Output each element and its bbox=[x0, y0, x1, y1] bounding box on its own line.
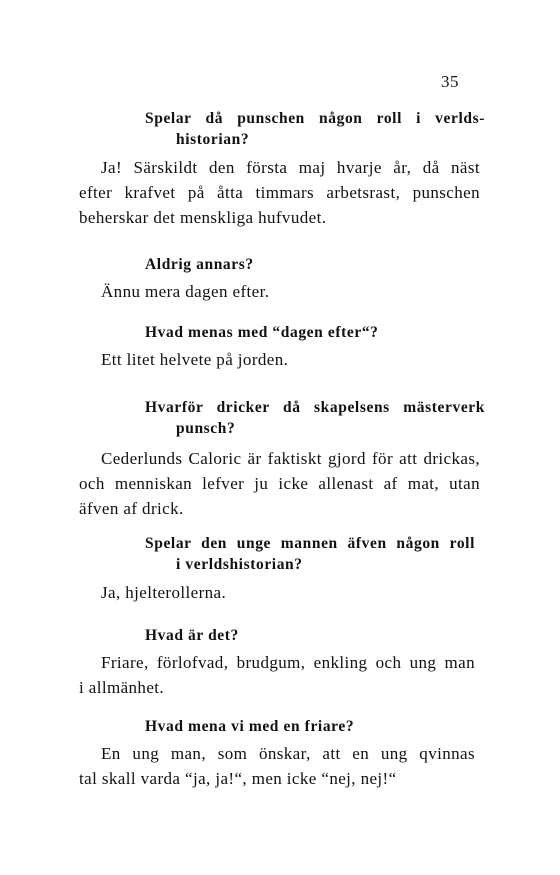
page-number: 35 bbox=[441, 72, 459, 91]
question-6-line-1: Hvad är det? bbox=[145, 627, 239, 644]
answer-7-line-1: En ung man, som önskar, att en ung qvinnas bbox=[101, 744, 475, 763]
answer-1-line-1: Ja! Särskildt den första maj hvarje år, då näst bbox=[101, 158, 480, 177]
question-1 bbox=[145, 108, 485, 150]
answer-1 bbox=[79, 155, 480, 230]
answer-3-line-1: Ett litet helvete på jorden. bbox=[101, 350, 289, 369]
answer-1-line-3: beherskar det menskliga hufvudet. bbox=[79, 208, 327, 227]
answer-2 bbox=[101, 279, 269, 304]
question-6 bbox=[145, 625, 239, 646]
question-7 bbox=[145, 716, 354, 737]
answer-6-line-1: Friare, förlofvad, brudgum, enkling och ung man bbox=[101, 653, 475, 672]
answer-3 bbox=[101, 347, 288, 372]
question-2-line-1: Aldrig annars? bbox=[145, 256, 254, 273]
question-1-line-2: historian? bbox=[176, 131, 250, 148]
answer-2-line-1: Ännu mera dagen efter. bbox=[101, 282, 270, 301]
answer-4 bbox=[79, 446, 480, 521]
question-1-line-1: Spelar då punschen någon roll i verlds- bbox=[145, 110, 485, 127]
question-2 bbox=[145, 254, 254, 275]
question-7-line-1: Hvad mena vi med en friare? bbox=[145, 718, 355, 735]
answer-7 bbox=[79, 741, 475, 791]
answer-5 bbox=[101, 580, 226, 605]
answer-4-line-2: och menniskan lefver ju icke allenast af mat, utan bbox=[79, 474, 480, 493]
answer-1-line-2: efter krafvet på åtta timmars arbetsrast, punschen bbox=[79, 183, 480, 202]
question-3-line-1: Hvad menas med “dagen efter“? bbox=[145, 324, 379, 341]
answer-4-line-3: äfven af drick. bbox=[79, 499, 184, 518]
answer-5-line-1: Ja, hjelterollerna. bbox=[101, 583, 227, 602]
answer-6-line-2: i allmänhet. bbox=[79, 678, 165, 697]
question-4-line-1: Hvarför dricker då skapelsens mästerverk bbox=[145, 399, 485, 416]
question-5-line-2: i verldshistorian? bbox=[176, 556, 303, 573]
answer-6 bbox=[79, 650, 475, 700]
question-3 bbox=[145, 322, 379, 343]
answer-7-line-2: tal skall varda “ja, ja!“, men icke “nej, nej!“ bbox=[79, 769, 397, 788]
question-4 bbox=[145, 397, 485, 439]
question-5-line-1: Spelar den unge mannen äfven någon roll bbox=[145, 535, 475, 552]
answer-4-line-1: Cederlunds Caloric är faktiskt gjord för att drickas, bbox=[101, 449, 480, 468]
question-5 bbox=[145, 533, 475, 575]
question-4-line-2: punsch? bbox=[176, 420, 236, 437]
